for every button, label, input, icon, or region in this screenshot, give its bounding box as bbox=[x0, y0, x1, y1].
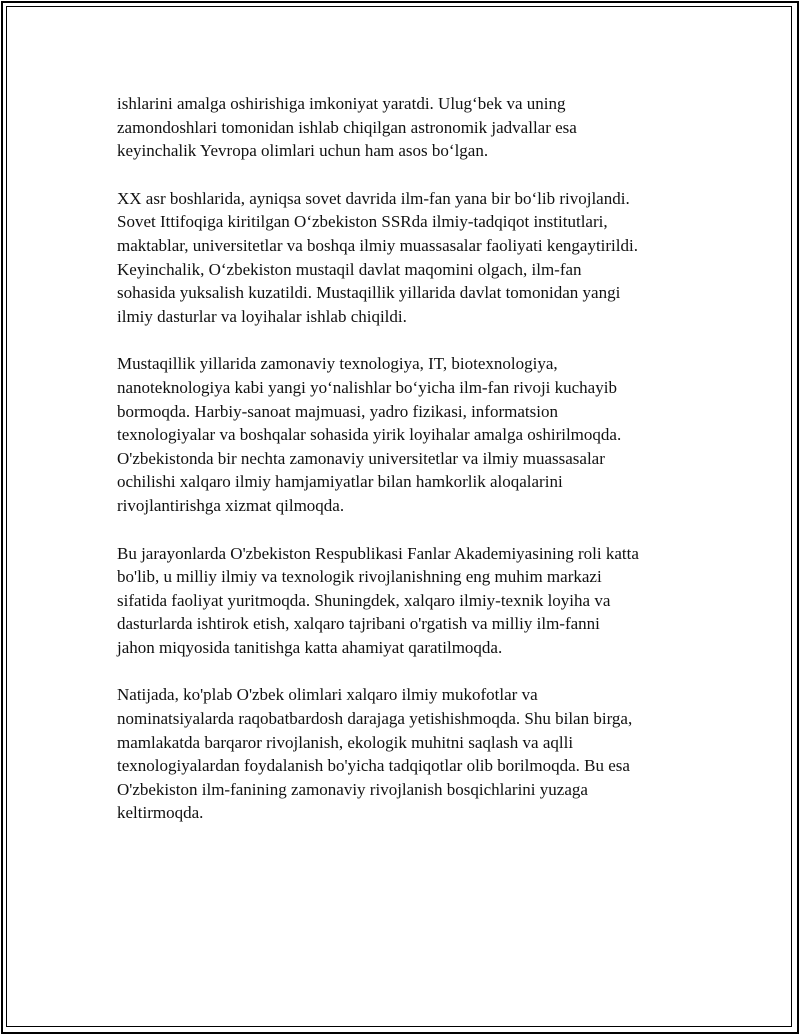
paragraph: Mustaqillik yillarida zamonaviy texnologiya, IT, biotexnologiya, nanoteknologiya kabi yangi yo‘nalishlar bo‘yicha ilm-fan rivoji kuchayib bormoqda. Harbiy-sanoat majmuasi, yadro fizikasi, informatsion texnologiyalar va boshqalar sohasida yirik loyihalar amalga oshirilmoqda. O'zbekistonda bir nechta zamonaviy universitetlar va ilmiy muassasalar ochilishi xalqaro ilmiy hamjamiyatlar bilan hamkorlik aloqalarini rivojlantirishga xizmat qilmoqda. bbox=[117, 354, 622, 515]
paragraph: XX asr boshlarida, ayniqsa sovet davrida ilm-fan yana bir bo‘lib rivojlandi. Sovet Ittifoqiga kiritilgan O‘zbekiston SSRda ilmiy-tadqiqot institutlari, maktablar, universitetlar va boshqa ilmiy muassasalar faoliyati kengaytirildi. Keyinchalik, O‘zbekiston mustaqil davlat maqomini olgach, ilm-fan sohasida yuksalish kuzatildi. Mustaqillik yillarida davlat tomonidan yangi ilmiy dasturlar va loyihalar ishlab chiqildi. bbox=[117, 188, 638, 326]
document-body bbox=[117, 92, 697, 849]
paragraph: Bu jarayonlarda O'zbekiston Respublikasi Fanlar Akademiyasining roli katta bo'lib, u milliy ilmiy va texnologik rivojlanishning eng muhim markazi sifatida faoliyat yuritmoqda. Shuningdek, xalqaro ilmiy-texnik loyiha va dasturlarda ishtirok etish, xalqaro tajribani o'rgatish va milliy ilm-fanni jahon miqyosida tanitishga katta ahamiyat qaratilmoqda. bbox=[117, 543, 639, 657]
paragraph: ishlarini amalga oshirishiga imkoniyat yaratdi. Ulug‘bek va uning zamondoshlari tomonidan ishlab chiqilgan astronomik jadvallar esa keyinchalik Yevropa olimlari uchun ham asos bo‘lgan. bbox=[117, 94, 577, 161]
paragraph: Natijada, ko'plab O'zbek olimlari xalqaro ilmiy mukofotlar va nominatsiyalarda raqobatbardosh darajaga yetishishmoqda. Shu bilan birga, mamlakatda barqaror rivojlanish, ekologik muhitni saqlash va aqlli texnologiyalardan foydalanish bo'yicha tadqiqotlar olib borilmoqda. Bu esa O'zbekiston ilm-fanining zamonaviy rivojlanish bosqichlarini yuzaga keltirmoqda. bbox=[117, 685, 633, 823]
